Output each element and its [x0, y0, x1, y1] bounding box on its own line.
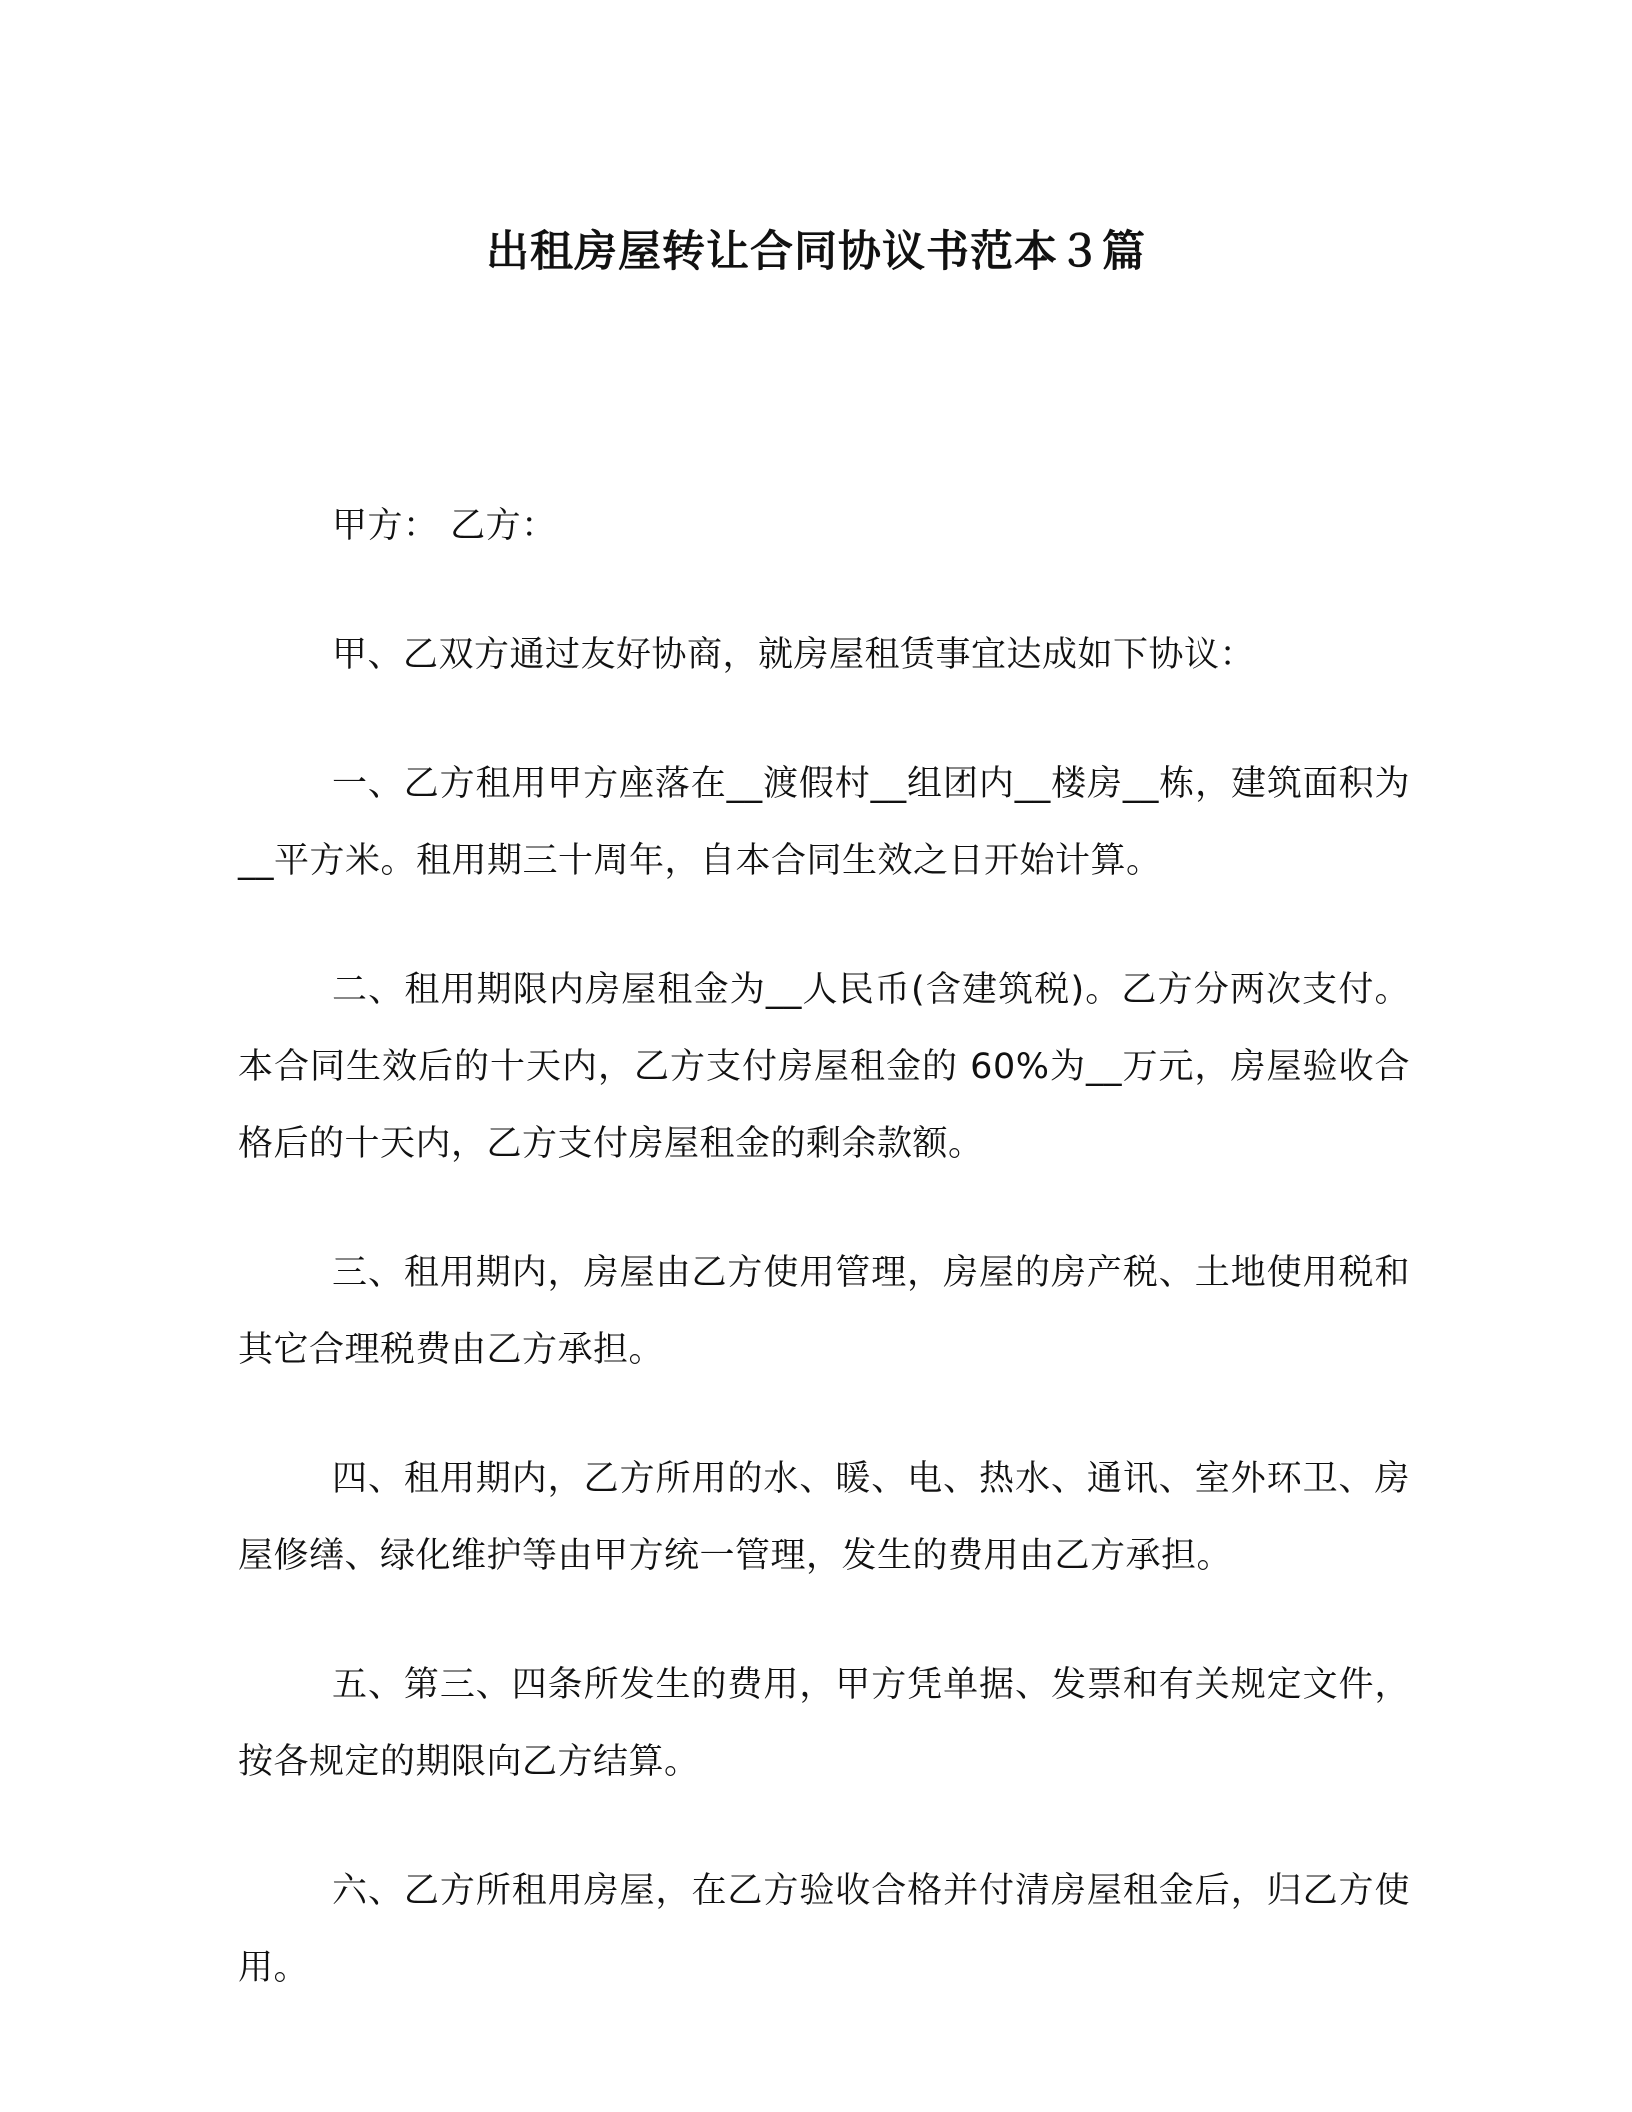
parties-line: 甲方： 乙方：	[332, 506, 557, 546]
document-body	[238, 488, 1410, 2007]
preamble-paragraph: 甲、乙双方通过友好协商，就房屋租赁事宜达成如下协议：	[332, 635, 1256, 675]
clause-4: 四、租用期内，乙方所用的水、暖、电、热水、通讯、室外环卫、房屋修缮、绿化维护等由甲方统一管理，发生的费用由乙方承担。	[238, 1459, 1410, 1576]
clause-5: 五、第三、四条所发生的费用，甲方凭单据、发票和有关规定文件，按各规定的期限向乙方结算。	[238, 1665, 1410, 1782]
clause-3: 三、租用期内，房屋由乙方使用管理，房屋的房产税、土地使用税和其它合理税费由乙方承担。	[238, 1253, 1410, 1370]
clause-2: 二、租用期限内房屋租金为__人民币(含建筑税)。乙方分两次支付。本合同生效后的十天内，乙方支付房屋租金的 60%为__万元，房屋验收合格后的十天内，乙方支付房屋租金的剩余款额。	[238, 970, 1410, 1164]
clause-6: 六、乙方所租用房屋，在乙方验收合格并付清房屋租金后，归乙方使用。	[238, 1871, 1410, 1988]
clause-1: 一、乙方租用甲方座落在__渡假村__组团内__楼房__栋，建筑面积为__平方米。租用期三十周年，自本合同生效之日开始计算。	[238, 764, 1410, 881]
document-title: 出租房屋转让合同协议书范本３篇	[486, 227, 1146, 277]
